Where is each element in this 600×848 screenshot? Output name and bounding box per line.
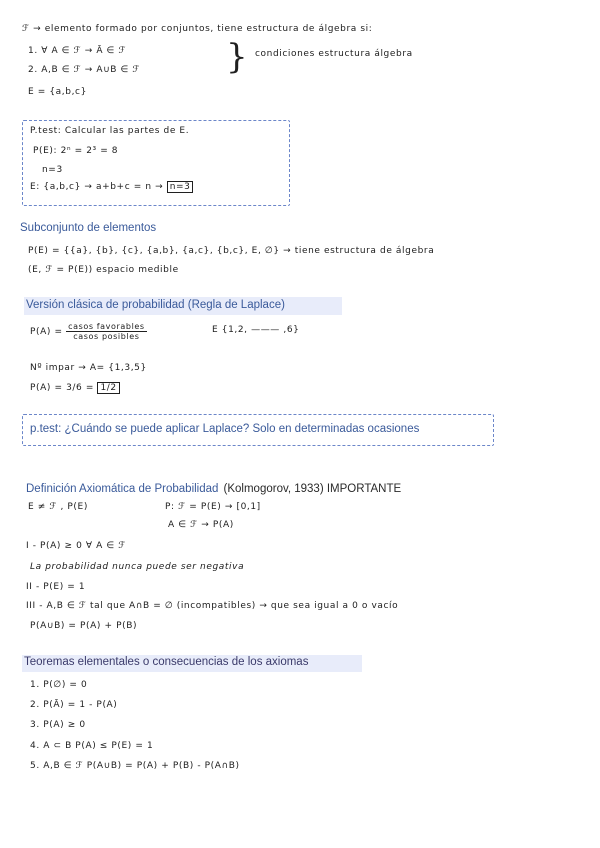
ptest1-line-2: P(E): 2ⁿ = 2³ = 8 [33, 146, 119, 156]
fraction-denominator: casos posibles [73, 332, 140, 341]
laplace-pa2 [30, 383, 120, 393]
axiom-3-formula: P(A∪B) = P(A) + P(B) [30, 621, 138, 631]
ptest1-line-1: P.test: Calcular las partes de E. [30, 126, 190, 136]
axioms-heading [26, 477, 401, 496]
curly-brace: } [226, 37, 248, 77]
brace-note: condiciones estructura álgebra [255, 49, 413, 59]
consequence-2: 2. P(Ā) = 1 - P(A) [30, 700, 118, 710]
condition-1: 1. ∀ A ∈ ℱ → Ā ∈ ℱ [28, 46, 127, 56]
ptest1-line-3: n=3 [42, 165, 63, 175]
axiom-3: III - A,B ∈ ℱ tal que A∩B = ∅ (incompatibles) → que sea igual a 0 o vacío [26, 601, 399, 611]
axiom-1-note: La probabilidad nunca puede ser negativa [30, 562, 245, 572]
consequence-1: 1. P(∅) = 0 [30, 680, 88, 690]
intro-line: ℱ → elemento formado por conjuntos, tiene estructura de álgebra si: [22, 24, 373, 34]
laplace-impar: Nº impar → A= {1,3,5} [30, 363, 147, 373]
condition-2: 2. A,B ∈ ℱ → A∪B ∈ ℱ [28, 65, 141, 75]
axioms-line-1b: P: ℱ = P(E) → [0,1] [165, 502, 261, 512]
consequences-heading: Teoremas elementales o consecuencias de los axiomas [24, 656, 309, 668]
laplace-set: E {1,2, ——— ,6} [212, 325, 300, 335]
consequence-5: 5. A,B ∈ ℱ P(A∪B) = P(A) + P(B) - P(A∩B) [30, 761, 240, 771]
laplace-heading: Versión clásica de probabilidad (Regla de Laplace) [26, 299, 285, 311]
laplace-pa: P(A) = [30, 327, 63, 337]
sample-space: E = {a,b,c} [28, 87, 87, 97]
ptest2-text: p.test: ¿Cuándo se puede aplicar Laplace? Solo en determinadas ocasiones [30, 423, 420, 435]
laplace-formula [30, 322, 147, 341]
laplace-pa2-text: P(A) = 3/6 = [30, 383, 94, 393]
axioms-heading-dark: (Kolmogorov, 1933) IMPORTANTE [223, 483, 402, 495]
ptest1-line-4 [30, 182, 193, 192]
consequence-4: 4. A ⊂ B P(A) ≤ P(E) = 1 [30, 741, 154, 751]
axiom-2: II - P(E) = 1 [26, 582, 86, 592]
axiom-1: I - P(A) ≥ 0 ∀ A ∈ ℱ [26, 541, 126, 551]
axioms-line-1a: E ≠ ℱ , P(E) [28, 502, 88, 512]
subset-line-2: (E, ℱ = P(E)) espacio medible [28, 265, 179, 275]
subset-line-1: P(E) = {{a}, {b}, {c}, {a,b}, {a,c}, {b,c}, E, ∅} → tiene estructura de álgebra [28, 246, 435, 256]
laplace-boxed-answer: 1/2 [97, 382, 119, 394]
consequence-3: 3. P(A) ≥ 0 [30, 720, 86, 730]
laplace-fraction [66, 322, 147, 341]
axioms-heading-blue: Definición Axiomática de Probabilidad [26, 483, 219, 495]
ptest1-boxed-answer: n=3 [167, 181, 194, 193]
fraction-numerator: casos favorables [68, 322, 145, 331]
ptest1-line-4-text: E: {a,b,c} → a+b+c = n → [30, 182, 164, 192]
subset-heading: Subconjunto de elementos [20, 222, 157, 234]
axioms-line-2: A ∈ ℱ → P(A) [168, 520, 234, 530]
